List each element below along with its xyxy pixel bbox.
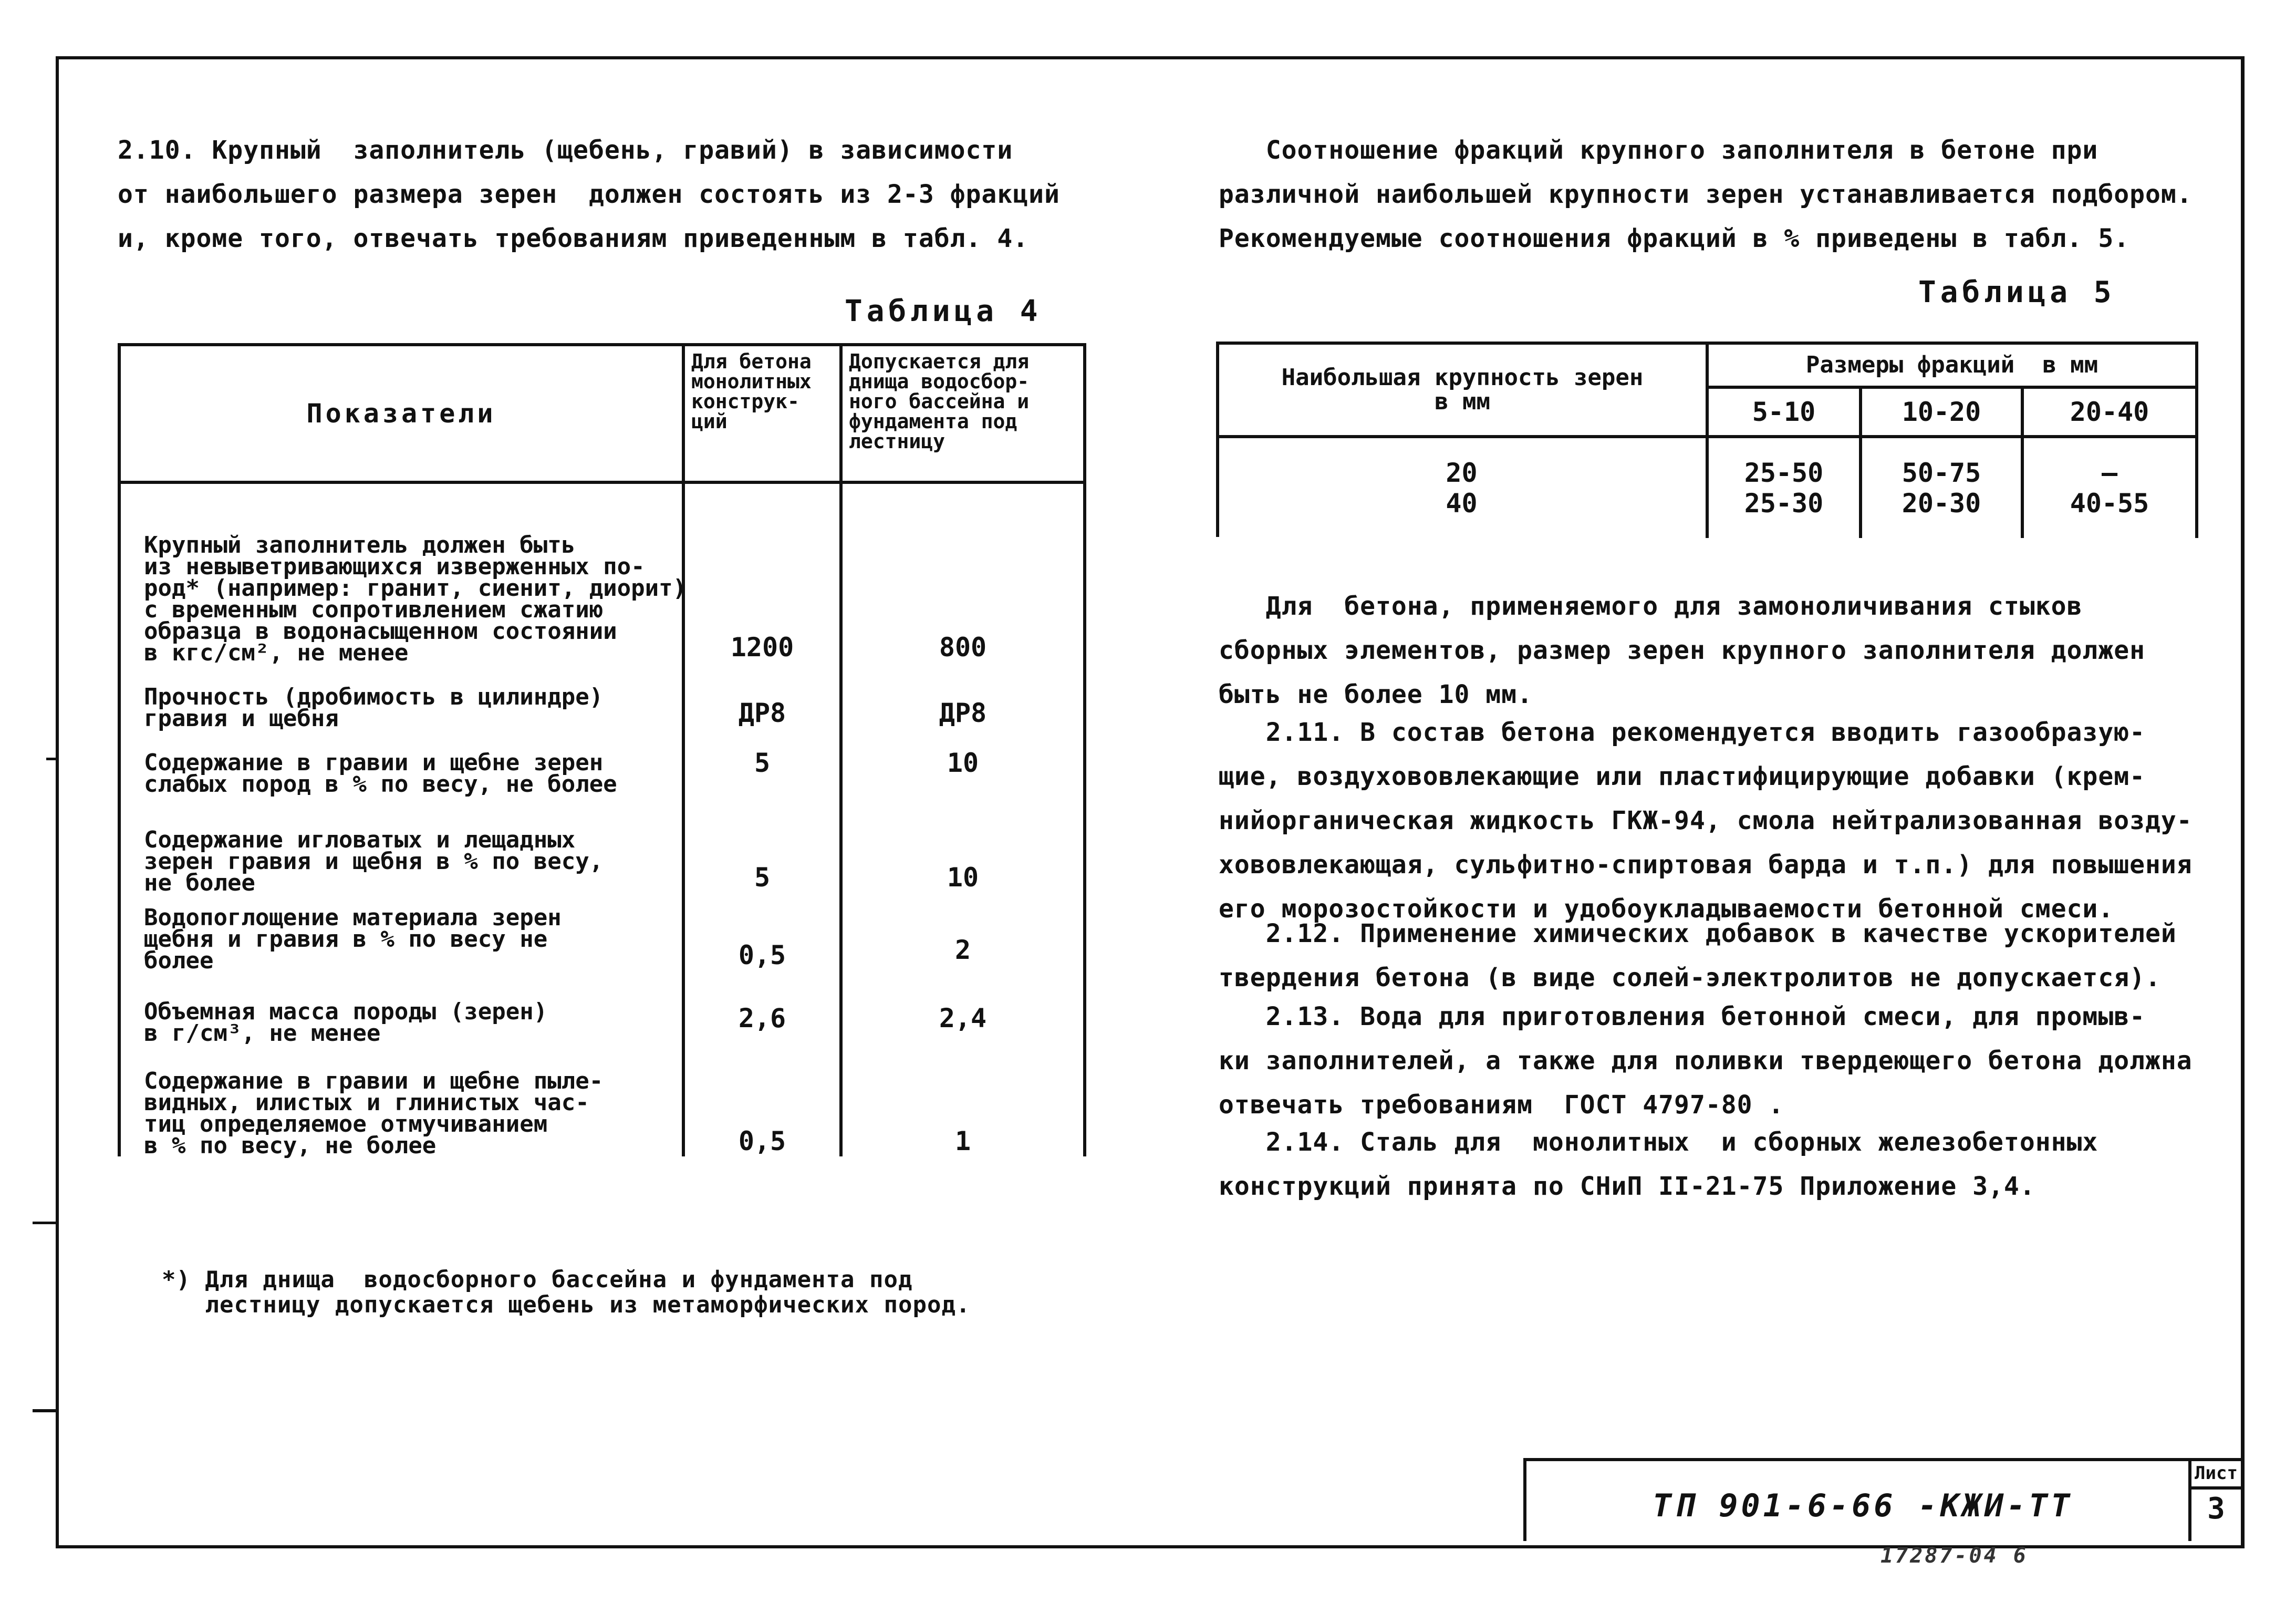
row-value-allowed: 2,4 bbox=[841, 976, 1085, 1048]
header-allowed: Допускается для днища водосбор- ного бассейна и фундамента под лестницу bbox=[841, 345, 1085, 482]
fraction-col-5-10: 5-10 bbox=[1707, 387, 1861, 437]
row-value-monolithic: ДР8 bbox=[683, 668, 841, 733]
table-row bbox=[119, 976, 1085, 1048]
header-monolithic: Для бетона монолитных конструк- ций bbox=[683, 345, 841, 482]
table-row bbox=[119, 482, 1085, 668]
table5-left-edge bbox=[1216, 432, 1219, 537]
paragraph-2-14: 2.14. Сталь для монолитных и сборных железобетонных конструкций принята по СНиП II-21-75 Приложение 3,4. bbox=[1219, 1128, 2098, 1201]
row-value-allowed: 10 bbox=[841, 799, 1085, 898]
row-value-monolithic: 5 bbox=[683, 799, 841, 898]
sheet-number: 3 bbox=[2207, 1492, 2225, 1526]
paragraph-2-10: 2.10. Крупный заполнитель (щебень, гравий) в зависимости от наибольшего размера зерен должен состоять из 2-3 фракций и, кроме того, отвечать требованиям приведенным в табл. 4. bbox=[118, 136, 1060, 253]
drawing-code: ТП 901-6-66 -КЖИ-ТТ bbox=[1653, 1487, 2073, 1524]
row-label: Содержание игловатых и лещадных зерен гравия и щебня в % по весу, не более bbox=[119, 799, 683, 898]
row-value-allowed: 2 bbox=[841, 898, 1085, 976]
row-value-monolithic: 5 bbox=[683, 733, 841, 799]
table-row bbox=[119, 1048, 1085, 1156]
sheet-box bbox=[2188, 1461, 2241, 1541]
margin-tick bbox=[46, 758, 57, 760]
row-value-monolithic: 2,6 bbox=[683, 976, 841, 1048]
row-value-monolithic: 0,5 bbox=[683, 898, 841, 976]
table-row bbox=[119, 733, 1085, 799]
header-indicators: Показатели bbox=[119, 345, 683, 482]
row-value: 40-55 bbox=[2022, 488, 2197, 538]
row-label: Прочность (дробимость в цилиндре) гравия и щебня bbox=[119, 668, 683, 733]
row-value: 50-75 bbox=[1861, 437, 2022, 488]
paragraph-2-11: 2.11. В состав бетона рекомендуется вводить газообразую- щие, воздухововлекающие или пластифицирующие добавки (крем- нийорганическая жидкость ГКЖ-94, смола нейтрализованная возду- хововлекающая, сульфитно-спиртовая барда и т.п.) для повышения его морозостойкости и удобоукладываемости бетонной смеси. bbox=[1219, 718, 2193, 924]
row-value: 25-30 bbox=[1707, 488, 1861, 538]
row-value-allowed: ДР8 bbox=[841, 668, 1085, 733]
table-5 bbox=[1216, 342, 2198, 538]
paragraph-fractions-intro: Соотношение фракций крупного заполнителя в бетоне при различной наибольшей крупности зерен устанавливается подбором. Рекомендуемые соотношения фракций в % приведены в табл. 5. bbox=[1219, 136, 2193, 253]
archive-number: 17287-04 6 bbox=[1881, 1544, 2028, 1568]
table-row bbox=[119, 898, 1085, 976]
margin-tick bbox=[33, 1409, 57, 1412]
footnote: *) Для днища водосборного бассейна и фундамента под лестницу допускается щебень из метаморфических пород. bbox=[162, 1266, 971, 1318]
paragraph-joints: Для бетона, применяемого для замоноличивания стыков сборных элементов, размер зерен крупного заполнителя должен быть не более 10 мм. bbox=[1219, 592, 2146, 709]
table-row bbox=[1218, 437, 2197, 488]
header-fractions: Размеры фракций в мм bbox=[1707, 343, 2197, 387]
table-row bbox=[119, 799, 1085, 898]
title-block bbox=[1523, 1458, 2241, 1541]
row-value: — bbox=[2022, 437, 2197, 488]
table-row bbox=[1218, 488, 2197, 538]
row-label: Водопоглощение материала зерен щебня и гравия в % по весу не более bbox=[119, 898, 683, 976]
fraction-col-20-40: 20-40 bbox=[2022, 387, 2197, 437]
header-max-size: Наибольшая крупность зерен в мм bbox=[1218, 343, 1707, 437]
row-value-allowed: 10 bbox=[841, 733, 1085, 799]
fraction-col-10-20: 10-20 bbox=[1861, 387, 2022, 437]
paragraph-2-12: 2.12. Применение химических добавок в качестве ускорителей твердения бетона (в виде солей-электролитов не допускается). bbox=[1219, 919, 2177, 992]
row-value-allowed: 800 bbox=[841, 482, 1085, 668]
row-value-allowed: 1 bbox=[841, 1048, 1085, 1156]
row-label: Объемная масса породы (зерен) в г/см³, не менее bbox=[119, 976, 683, 1048]
row-label: Содержание в гравии и щебне зерен слабых пород в % по весу, не более bbox=[119, 733, 683, 799]
row-value: 25-50 bbox=[1707, 437, 1861, 488]
row-value-monolithic: 1200 bbox=[683, 482, 841, 668]
row-value: 20-30 bbox=[1861, 488, 2022, 538]
paragraph-2-13: 2.13. Вода для приготовления бетонной смеси, для промыв- ки заполнителей, а также для поливки твердеющего бетона должна отвечать требованиям ГОСТ 4797-80 . bbox=[1219, 1002, 2193, 1120]
row-label: Крупный заполнитель должен быть из невыветривающихся изверженных по- род* (например: гранит, сиенит, диорит) с временным сопротивлением сжатию образца в водонасыщенном состоянии в кгс/см², не менее bbox=[119, 482, 683, 668]
sheet-label: Лист bbox=[2191, 1461, 2241, 1490]
margin-tick bbox=[33, 1222, 57, 1224]
row-size: 20 bbox=[1218, 437, 1707, 488]
table-4 bbox=[118, 343, 1086, 1159]
row-label: Содержание в гравии и щебне пыле- видных, илистых и глинистых час- тиц определяемое отмучиванием в % по весу, не более bbox=[119, 1048, 683, 1156]
table4-title: Таблица 4 bbox=[845, 294, 1042, 328]
row-value-monolithic: 0,5 bbox=[683, 1048, 841, 1156]
table5-title: Таблица 5 bbox=[1918, 275, 2116, 309]
table-row bbox=[119, 668, 1085, 733]
row-size: 40 bbox=[1218, 488, 1707, 538]
